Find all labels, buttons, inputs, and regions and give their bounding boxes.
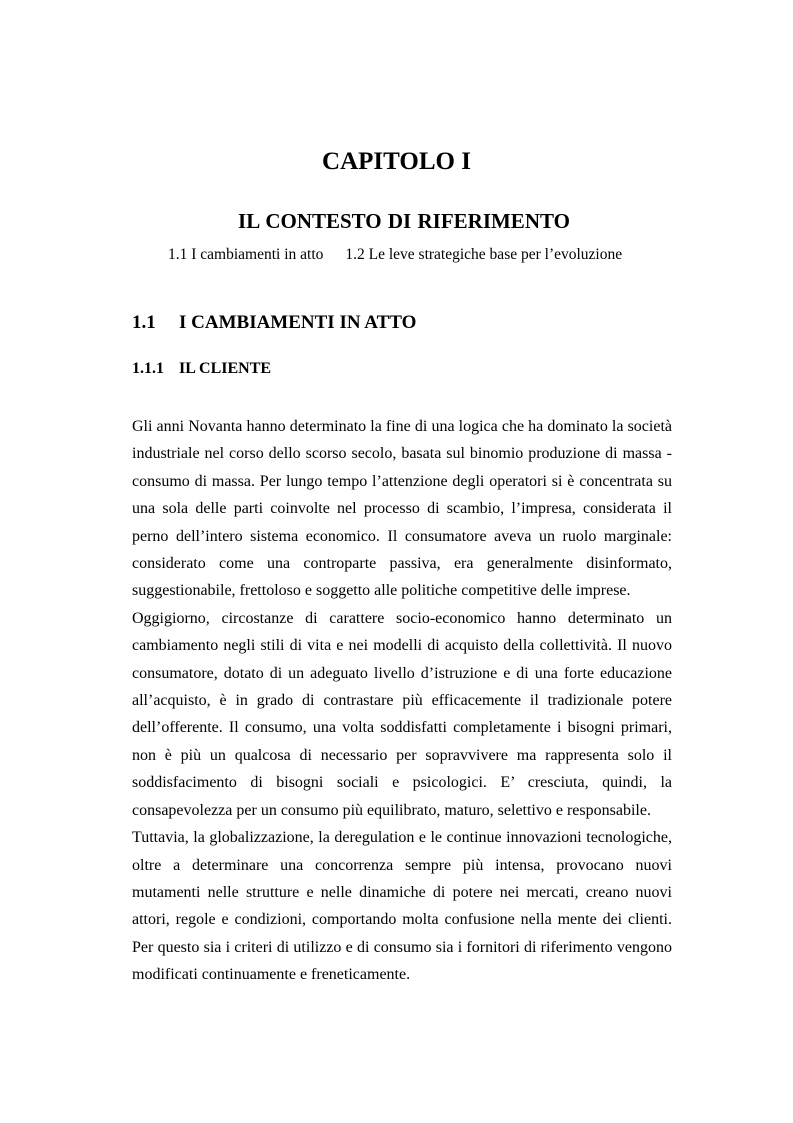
section-title: I CAMBIAMENTI IN ATTO [179, 312, 417, 333]
paragraph: Tuttavia, la globalizzazione, la deregulation e le continue innovazioni tecnologiche, oltre a determinare una concorrenza sempre più intensa, provocano nuovi mutamenti nelle strutture e nelle dinamiche di potere nei mercati, creano nuovi attori, regole e condizioni, comportando molta confusione nella mente dei clienti. Per questo sia i criteri di utilizzo e di consumo sia i fornitori di riferimento vengono modificati continuamente e freneticamente. [132, 829, 672, 984]
subsection-number: 1.1.1 [132, 360, 164, 377]
body-text [132, 413, 672, 989]
toc-item-1-2: 1.2 Le leve strategiche base per l’evoluzione [345, 246, 623, 263]
paragraph: Gli anni Novanta hanno determinato la fine di una logica che ha dominato la società industriale nel corso dello scorso secolo, basata sul binomio produzione di massa - consumo di massa. Per lungo tempo l’attenzione degli operatori si è concentrata su una sola delle parti coinvolte nel processo di scambio, l’impresa, considerata il perno dell’intero sistema economico. Il consumatore aveva un ruolo marginale: considerato come una controparte passiva, era generalmente disinformato, suggestionabile, frettoloso e soggetto alle politiche competitive delle imprese. [132, 418, 672, 600]
chapter-subtitle: IL CONTESTO DI RIFERIMENTO [238, 209, 570, 233]
paragraph: Oggigiorno, circostanze di carattere socio-economico hanno determinato un cambiamento negli stili di vita e nei modelli di acquisto della collettività. Il nuovo consumatore, dotato di un adeguato livello d’istruzione e di una forte educazione all’acquisto, è in grado di contrastare più efficacemente il tradizionale potere dell’offerente. Il consumo, una volta soddisfatti completamente i bisogni primari, non è più un qualcosa di necessario per sopravvivere ma rappresenta solo il soddisfacimento di bisogni sociali e psicologici. E’ cresciuta, quindi, la consapevolezza per un consumo più equilibrato, maturo, selettivo e responsabile. [132, 609, 672, 819]
section-heading [132, 312, 416, 334]
chapter-toc [168, 246, 622, 264]
toc-item-1-1: 1.1 I cambiamenti in atto [168, 246, 324, 263]
subsection-heading [132, 360, 271, 378]
subsection-title: IL CLIENTE [179, 360, 272, 377]
chapter-title: CAPITOLO I [322, 148, 471, 175]
section-number: 1.1 [132, 312, 156, 333]
